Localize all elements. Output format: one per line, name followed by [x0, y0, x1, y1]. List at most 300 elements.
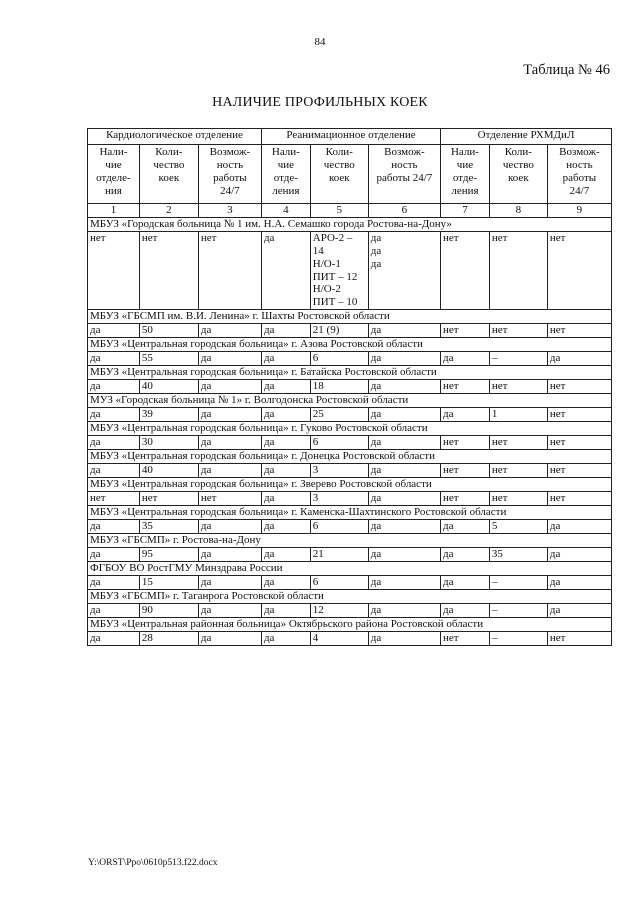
profile-beds-table — [87, 128, 612, 646]
cell-line: да — [90, 464, 101, 477]
cell-line: да — [90, 408, 101, 421]
table-cell — [310, 548, 368, 562]
organization-name: МБУЗ «Центральная городская больница» г. Зверево Ростовской области — [88, 478, 612, 492]
table-row — [88, 464, 612, 478]
table-cell — [198, 492, 261, 506]
cell-line: нет — [200, 492, 217, 505]
table-cell — [139, 408, 198, 422]
cell-line: да — [263, 436, 275, 449]
cell-line: да — [370, 244, 382, 257]
cell-line: 5 — [491, 520, 498, 533]
column-number-cell: 2 — [139, 204, 198, 218]
cell-line: нет — [443, 380, 459, 393]
sub-header-cell — [310, 145, 368, 204]
table-cell — [139, 548, 198, 562]
cell-line: да — [263, 352, 275, 365]
table-cell — [441, 520, 490, 534]
cell-line: да — [370, 324, 382, 337]
cell-line: да — [200, 352, 212, 365]
cell-line: нет — [443, 492, 459, 505]
cell-line: 6 — [312, 436, 319, 449]
cell-line: да — [263, 632, 275, 645]
table-cell — [489, 324, 547, 338]
table-row — [88, 324, 612, 338]
table-cell — [261, 604, 310, 618]
cell-line: 55 — [141, 352, 153, 365]
table-cell — [441, 464, 490, 478]
column-number-cell: 8 — [489, 204, 547, 218]
table-cell — [368, 548, 440, 562]
cell-line: нет — [549, 632, 566, 645]
cell-line: чество — [153, 158, 185, 171]
cell-line: – — [491, 576, 498, 589]
table-cell — [368, 520, 440, 534]
cell-line: 35 — [141, 520, 153, 533]
cell-line: да — [370, 464, 382, 477]
cell-line: да — [200, 520, 212, 533]
organization-name: МУЗ «Городская больница № 1» г. Волгодонска Ростовской области — [88, 394, 612, 408]
organization-name: МБУЗ «ГБСМП» г. Ростова-на-Дону — [88, 534, 612, 548]
table-cell — [547, 380, 611, 394]
cell-line: 35 — [491, 548, 503, 561]
table-cell — [441, 352, 490, 366]
table-cell — [198, 604, 261, 618]
cell-line: Коли- — [325, 146, 353, 158]
table-cell — [139, 604, 198, 618]
table-cell — [310, 576, 368, 590]
table-cell — [441, 380, 490, 394]
organization-name: МБУЗ «ГБСМП» г. Таганрога Ростовской области — [88, 590, 612, 604]
cell-line: ления — [451, 184, 479, 197]
cell-line: нет — [491, 464, 508, 477]
cell-line: нет — [491, 380, 508, 393]
table-cell — [88, 380, 140, 394]
cell-line: да — [200, 548, 212, 561]
organization-row — [88, 218, 612, 232]
cell-line: 12 — [312, 604, 324, 617]
table-cell — [139, 632, 198, 646]
table-cell — [139, 576, 198, 590]
table-cell — [310, 604, 368, 618]
cell-line: нет — [443, 324, 459, 337]
table-cell — [198, 464, 261, 478]
table-cell — [368, 352, 440, 366]
table-cell — [368, 324, 440, 338]
table-cell — [441, 632, 490, 646]
cell-line: чие — [277, 158, 295, 171]
table-cell — [139, 492, 198, 506]
column-number-cell: 4 — [261, 204, 310, 218]
table-cell — [441, 436, 490, 450]
table-row — [88, 520, 612, 534]
table-cell — [441, 324, 490, 338]
table-cell — [441, 604, 490, 618]
organization-row — [88, 534, 612, 548]
table-cell — [368, 604, 440, 618]
cell-line: 40 — [141, 464, 153, 477]
cell-line: да — [370, 520, 382, 533]
cell-line: 90 — [141, 604, 153, 617]
table-cell — [441, 576, 490, 590]
table-cell — [547, 548, 611, 562]
cell-line: Нали- — [271, 146, 300, 158]
table-cell — [139, 520, 198, 534]
cell-line: 28 — [141, 632, 153, 645]
cell-line: нет — [443, 632, 459, 645]
cell-line: да — [370, 257, 382, 270]
table-row — [88, 408, 612, 422]
column-number-cell: 9 — [547, 204, 611, 218]
column-number-cell: 6 — [368, 204, 440, 218]
cell-line: да — [263, 520, 275, 533]
cell-line: да — [370, 604, 382, 617]
table-body — [88, 218, 612, 646]
sub-header-cell — [261, 145, 310, 204]
table-cell — [489, 464, 547, 478]
cell-line: нет — [491, 324, 508, 337]
cell-line: да — [200, 632, 212, 645]
cell-line: 24/7 — [569, 184, 590, 197]
table-cell — [310, 380, 368, 394]
table-row — [88, 604, 612, 618]
cell-line: да — [370, 436, 382, 449]
cell-line: 40 — [141, 380, 153, 393]
cell-line: да — [90, 520, 101, 533]
table-cell — [88, 548, 140, 562]
cell-line: нет — [141, 232, 158, 244]
cell-line: 25 — [312, 408, 324, 421]
organization-row — [88, 618, 612, 632]
table-row — [88, 352, 612, 366]
table-cell — [139, 232, 198, 310]
cell-line: нет — [491, 232, 508, 244]
cell-line: да — [263, 232, 275, 244]
table-cell — [261, 352, 310, 366]
cell-line: Коли- — [504, 146, 532, 158]
cell-line: отделе- — [96, 171, 131, 184]
table-row — [88, 632, 612, 646]
table-row — [88, 232, 612, 310]
organization-name: МБУЗ «Центральная городская больница» г. Каменска-Шахтинского Ростовской области — [88, 506, 612, 520]
table-cell — [441, 492, 490, 506]
cell-line: да — [370, 492, 382, 505]
cell-line: да — [370, 548, 382, 561]
cell-line: нет — [491, 436, 508, 449]
cell-line: чие — [456, 158, 474, 171]
table-cell — [368, 576, 440, 590]
table-cell — [88, 520, 140, 534]
cell-line: да — [443, 408, 454, 421]
table-cell — [547, 352, 611, 366]
cell-line: 4 — [312, 632, 319, 645]
cell-line: Возмож- — [384, 146, 425, 158]
table-cell — [88, 604, 140, 618]
cell-line: да — [263, 492, 275, 505]
cell-line: отде- — [452, 171, 478, 184]
table-cell — [441, 232, 490, 310]
cell-line: 18 — [312, 380, 324, 393]
cell-line: да — [443, 604, 454, 617]
table-cell — [310, 324, 368, 338]
table-cell — [198, 324, 261, 338]
cell-line: Нали- — [99, 146, 128, 158]
cell-line: – — [491, 632, 498, 645]
table-cell — [489, 576, 547, 590]
table-cell — [489, 604, 547, 618]
cell-line: 1 — [491, 408, 498, 421]
cell-line: нет — [141, 492, 158, 505]
column-number-cell: 7 — [441, 204, 490, 218]
cell-line: нет — [90, 232, 106, 244]
organization-row — [88, 590, 612, 604]
table-cell — [139, 352, 198, 366]
cell-line: Нали- — [450, 146, 479, 158]
cell-line: коек — [158, 171, 180, 184]
table-cell — [547, 232, 611, 310]
cell-line: да — [549, 352, 561, 365]
table-cell — [368, 408, 440, 422]
table-cell — [198, 576, 261, 590]
cell-line: чество — [323, 158, 355, 171]
table-cell — [547, 576, 611, 590]
table-cell — [261, 436, 310, 450]
table-cell — [261, 380, 310, 394]
table-cell — [261, 576, 310, 590]
sub-header-cell — [441, 145, 490, 204]
group-header-reanimation: Реанимационное отделение — [261, 129, 440, 145]
cell-line: 14 — [312, 244, 324, 257]
cell-line: ность — [216, 158, 244, 171]
organization-row — [88, 422, 612, 436]
sub-header-cell — [368, 145, 440, 204]
cell-line: Н/О-2 — [312, 283, 341, 296]
table-cell — [198, 408, 261, 422]
cell-line: да — [443, 548, 454, 561]
table-cell — [368, 632, 440, 646]
cell-line: да — [90, 380, 101, 393]
table-cell — [489, 408, 547, 422]
organization-name: МБУЗ «Центральная городская больница» г. Гуково Ростовской области — [88, 422, 612, 436]
cell-line: да — [263, 576, 275, 589]
cell-line: нет — [549, 464, 566, 477]
cell-line: да — [443, 352, 454, 365]
table-cell — [441, 548, 490, 562]
cell-line: 3 — [312, 492, 319, 505]
table-cell — [88, 632, 140, 646]
cell-line: 6 — [312, 352, 319, 365]
cell-line: Коли- — [155, 146, 183, 158]
table-cell — [261, 548, 310, 562]
sub-header-cell — [88, 145, 140, 204]
cell-line: отде- — [273, 171, 298, 184]
cell-line: нет — [443, 232, 459, 244]
table-cell — [88, 436, 140, 450]
organization-name: МБУЗ «ГБСМП им. В.И. Ленина» г. Шахты Ростовской области — [88, 310, 612, 324]
table-cell — [489, 380, 547, 394]
table-cell — [489, 520, 547, 534]
organization-row — [88, 338, 612, 352]
cell-line: ПИТ – 12 — [312, 270, 358, 283]
organization-name: МБУЗ «Городская больница № 1 им. Н.А. Семашко города Ростова-на-Дону» — [88, 218, 612, 232]
organization-row — [88, 562, 612, 576]
cell-line: Н/О-1 — [312, 257, 341, 270]
cell-line: да — [549, 604, 561, 617]
cell-line: да — [443, 576, 454, 589]
table-cell — [310, 464, 368, 478]
cell-line: 30 — [141, 436, 153, 449]
table-cell — [368, 380, 440, 394]
table-row — [88, 548, 612, 562]
table-cell — [441, 408, 490, 422]
organization-row — [88, 394, 612, 408]
cell-line: нет — [90, 492, 106, 505]
cell-line: да — [549, 548, 561, 561]
cell-line: 39 — [141, 408, 153, 421]
sub-header-cell — [489, 145, 547, 204]
table-cell — [261, 492, 310, 506]
cell-line: – — [491, 604, 498, 617]
cell-line: да — [263, 380, 275, 393]
cell-line: да — [200, 380, 212, 393]
cell-line: да — [370, 232, 382, 244]
document-title: НАЛИЧИЕ ПРОФИЛЬНЫХ КОЕК — [212, 95, 428, 110]
cell-line: 95 — [141, 548, 153, 561]
cell-line: да — [263, 604, 275, 617]
cell-line: да — [370, 408, 382, 421]
cell-line: да — [200, 464, 212, 477]
table-cell — [310, 232, 368, 310]
table-cell — [198, 548, 261, 562]
column-number-cell: 3 — [198, 204, 261, 218]
cell-line: да — [370, 380, 382, 393]
table-cell — [139, 464, 198, 478]
table-cell — [261, 464, 310, 478]
table-cell — [547, 520, 611, 534]
group-header-rhmdil: Отделение РХМДиЛ — [441, 129, 612, 145]
cell-line: да — [90, 324, 101, 337]
table-cell — [261, 632, 310, 646]
cell-line: 21 (9) — [312, 324, 340, 337]
cell-line: коек — [328, 171, 350, 184]
organization-row — [88, 366, 612, 380]
organization-row — [88, 310, 612, 324]
cell-line: ность — [391, 158, 418, 171]
cell-line: работы — [213, 171, 247, 184]
organization-row — [88, 506, 612, 520]
table-cell — [198, 380, 261, 394]
table-cell — [489, 548, 547, 562]
cell-line: 21 — [312, 548, 324, 561]
column-number-row — [88, 204, 612, 218]
cell-line: работы 24/7 — [376, 171, 433, 184]
sub-header-row — [88, 145, 612, 204]
table-cell — [368, 492, 440, 506]
cell-line: АРО-2 – — [312, 232, 353, 244]
cell-line: да — [443, 520, 454, 533]
cell-line: да — [370, 632, 382, 645]
table-cell — [88, 408, 140, 422]
organization-row — [88, 450, 612, 464]
cell-line: да — [200, 408, 212, 421]
sub-header-cell — [139, 145, 198, 204]
table-cell — [547, 464, 611, 478]
table-cell — [310, 408, 368, 422]
table-cell — [489, 352, 547, 366]
cell-line: да — [263, 324, 275, 337]
organization-name: ФГБОУ ВО РостГМУ Минздрава России — [88, 562, 612, 576]
table-cell — [198, 520, 261, 534]
cell-line: нет — [549, 492, 566, 505]
table-cell — [261, 324, 310, 338]
cell-line: нет — [549, 380, 566, 393]
sub-header-cell — [198, 145, 261, 204]
cell-line: да — [90, 604, 101, 617]
table-cell — [489, 232, 547, 310]
table-cell — [310, 520, 368, 534]
cell-line: да — [370, 352, 382, 365]
cell-line: 50 — [141, 324, 153, 337]
cell-line: да — [263, 408, 275, 421]
cell-line: да — [90, 632, 101, 645]
cell-line: да — [549, 576, 561, 589]
cell-line: 24/7 — [220, 184, 240, 197]
cell-line: чие — [105, 158, 122, 171]
cell-line: да — [90, 576, 101, 589]
table-cell — [88, 492, 140, 506]
cell-line: да — [90, 436, 101, 449]
cell-line: 15 — [141, 576, 153, 589]
group-header-cardiology: Кардиологическое отделение — [88, 129, 262, 145]
table-cell — [198, 232, 261, 310]
table-cell — [310, 492, 368, 506]
table-cell — [368, 464, 440, 478]
table-cell — [489, 492, 547, 506]
table-cell — [547, 492, 611, 506]
cell-line: нет — [491, 492, 508, 505]
cell-line: Возмож- — [209, 146, 251, 158]
table-cell — [547, 436, 611, 450]
cell-line: – — [491, 352, 498, 365]
cell-line: нет — [443, 436, 459, 449]
cell-line: работы — [562, 171, 597, 184]
table-number: Таблица № 46 — [523, 62, 610, 78]
table-cell — [261, 520, 310, 534]
table-cell — [88, 464, 140, 478]
table-cell — [261, 408, 310, 422]
cell-line: да — [200, 604, 212, 617]
table-cell — [139, 324, 198, 338]
group-header-row — [88, 129, 612, 145]
cell-line: да — [200, 324, 212, 337]
table-cell — [310, 352, 368, 366]
cell-line: да — [263, 464, 275, 477]
table-cell — [198, 436, 261, 450]
table-cell — [547, 632, 611, 646]
table-cell — [489, 436, 547, 450]
cell-line: нет — [443, 464, 459, 477]
table-cell — [88, 352, 140, 366]
footer-file-path: Y:\ORST\Ppo\0610p513.f22.docx — [88, 858, 218, 868]
table-cell — [310, 632, 368, 646]
cell-line: ния — [105, 184, 122, 197]
organization-name: МБУЗ «Центральная городская больница» г. Азова Ростовской области — [88, 338, 612, 352]
cell-line: да — [90, 352, 101, 365]
table-cell — [310, 436, 368, 450]
sub-header-cell — [547, 145, 611, 204]
cell-line: нет — [549, 436, 566, 449]
cell-line: да — [200, 576, 212, 589]
cell-line: нет — [549, 324, 566, 337]
